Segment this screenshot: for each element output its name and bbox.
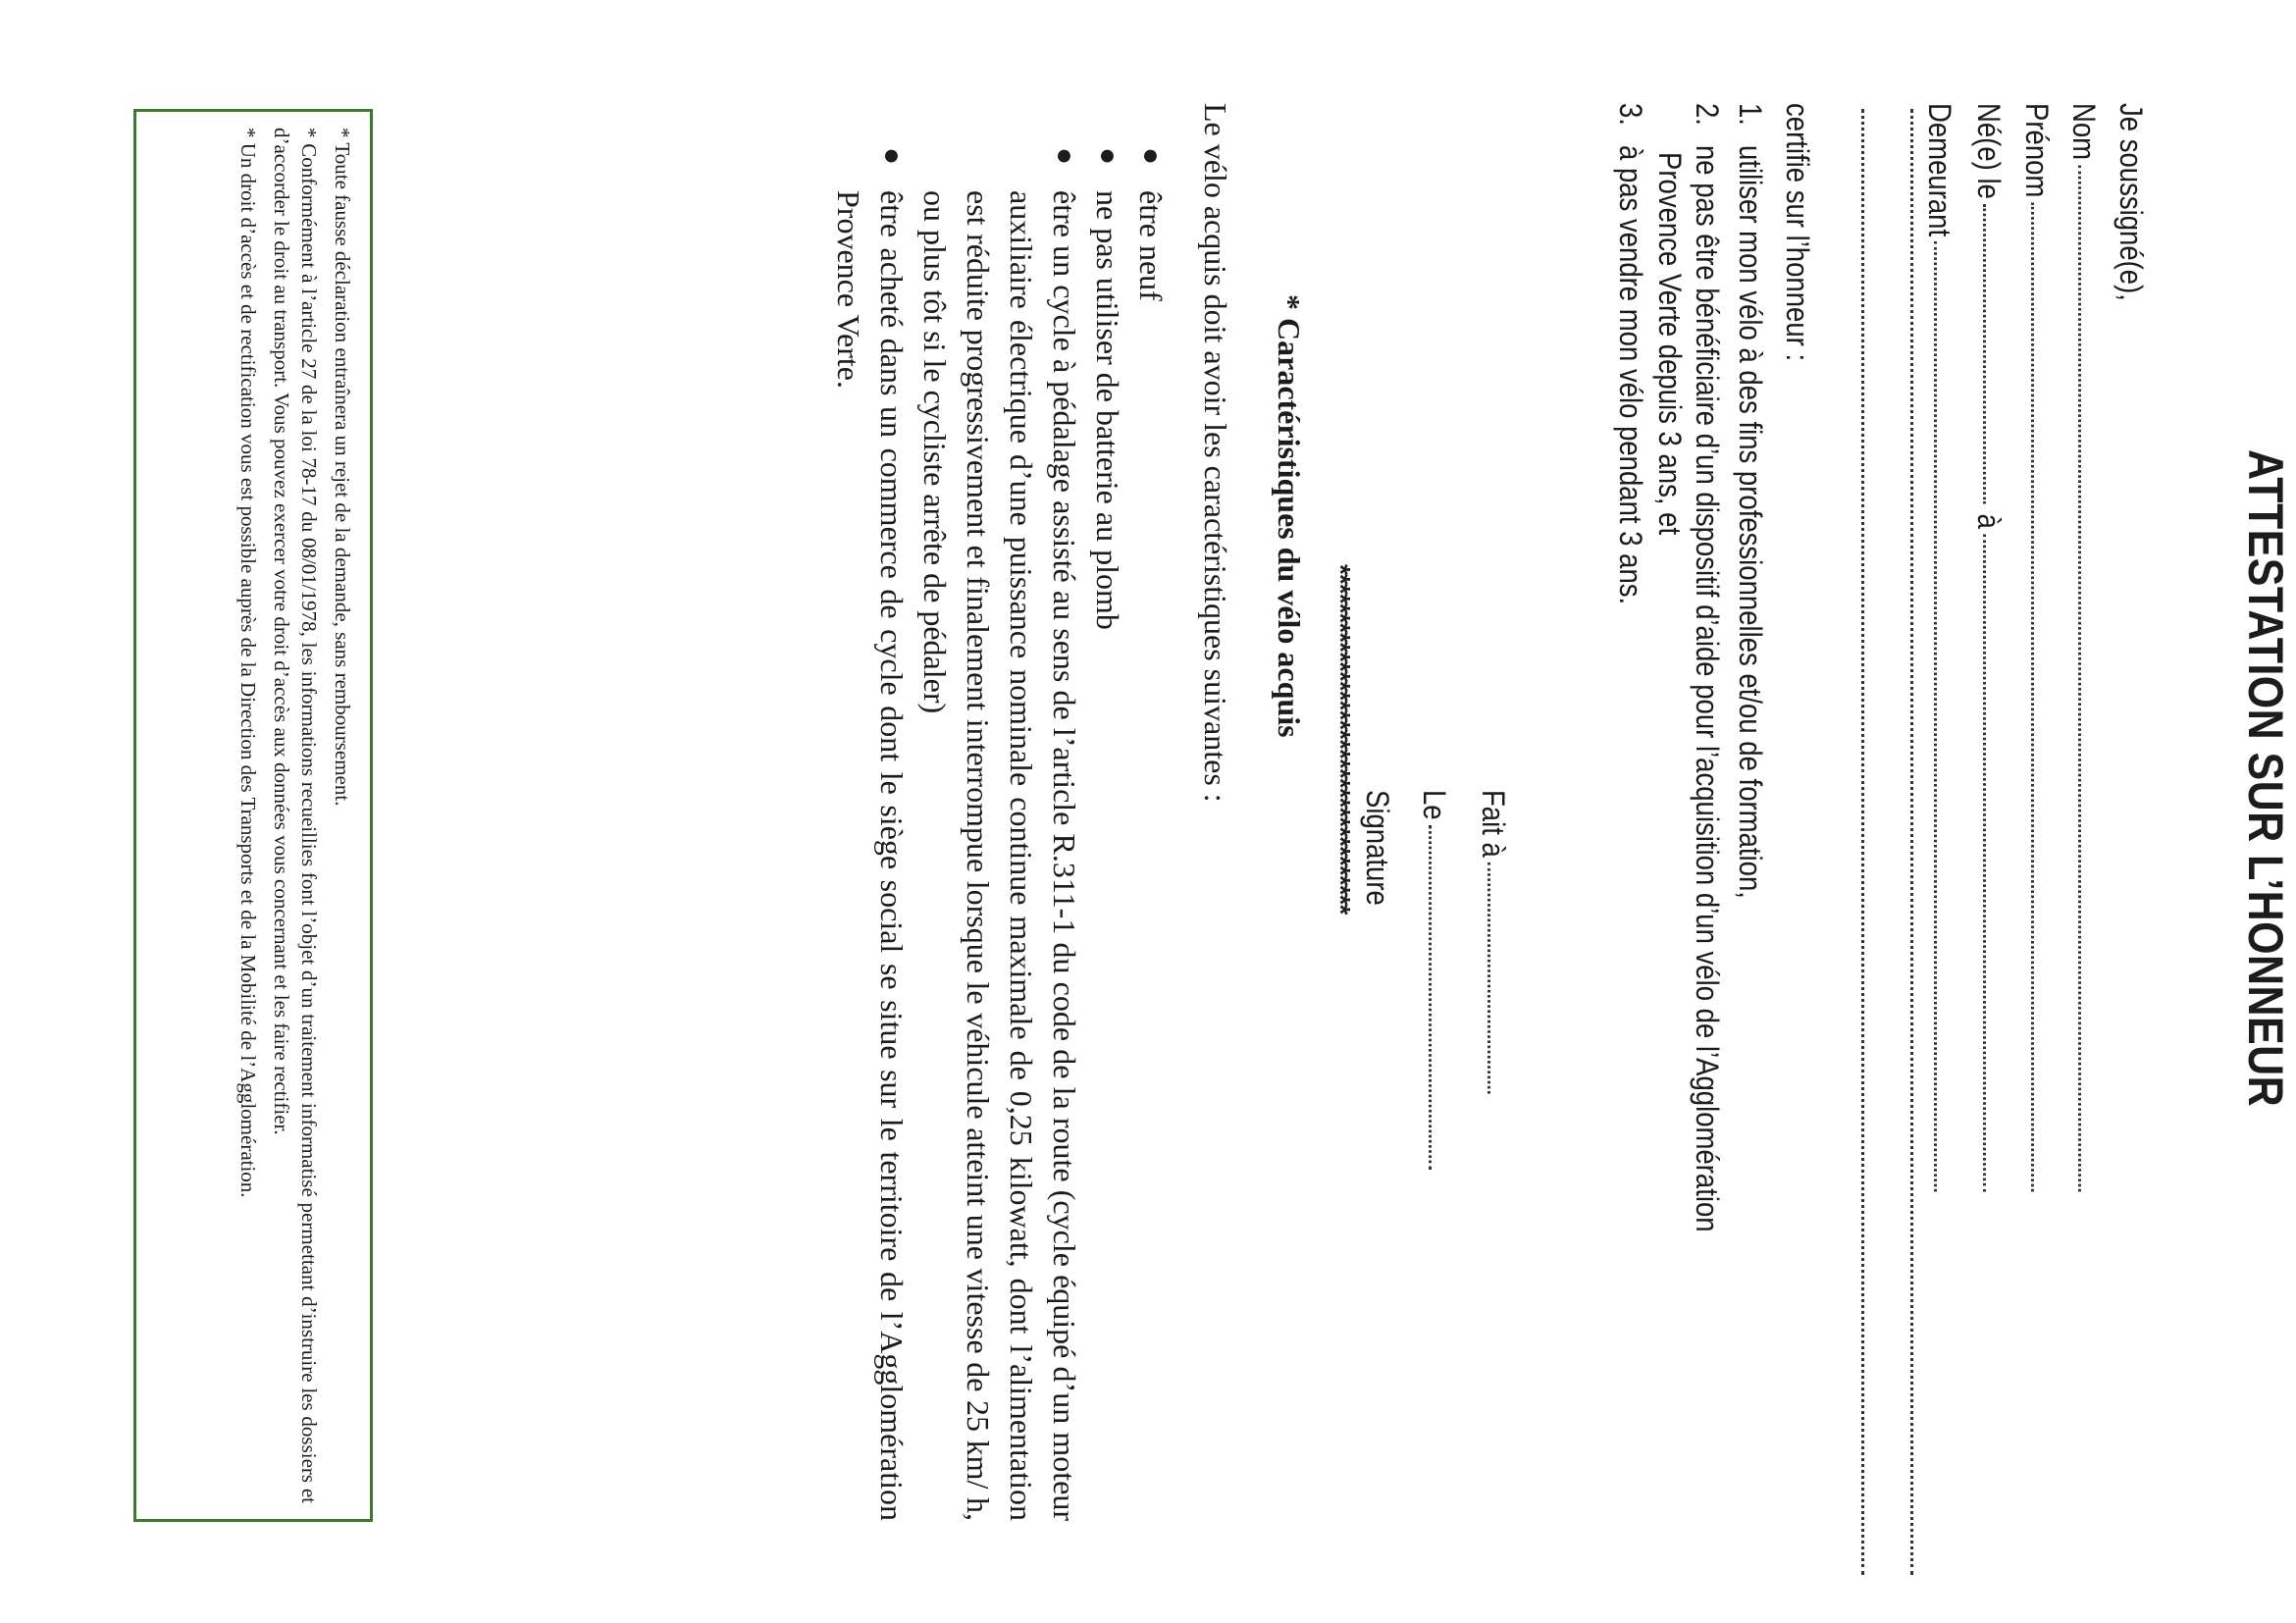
list-item-text: ne pas utiliser de batterie au plomb [1090,190,1125,630]
commitment-number: 3. [1613,103,1648,126]
demeurant-field[interactable] [1921,103,1957,1191]
certify-label: certifie sur l’honneur : [1780,103,1815,362]
nom-field[interactable] [2065,103,2102,1191]
prenom-dotted-line [2031,203,2034,1192]
prenom-field[interactable] [2018,103,2055,1191]
list-item [827,147,913,1521]
address-line-2[interactable] [1905,103,1908,1575]
commitment-text: ne pas être bénéficiaire d’un dispositif d’aide pour l’acquisition d’un vélo de l’Agglomération [1690,145,1725,1232]
list-item-text: être un cycle à pédalage assisté au sens de l’article R.311-1 du code de la route (cycle équipé d’un moteur auxiliaire électrique d’une puissance nominale continue maximale de 0,25 kilowatt, dont l’alimentation est réduite progressivement et finalement interrompue lorsque le véhicule atteint une vitesse de 25 km/ h, ou plus tôt si le cycliste arrête de pédaler) [917,190,1082,1521]
fait-a-label: Fait à [1476,790,1511,858]
note-data-processing: * Conformément à l’article 27 de la loi 78-17 du 08/01/1978, les informations recueillies font l’objet d’un traitement informatisé permettant d’instruire les dossiers et d’accorder le droit au transport. Vous pouvez exercer votre droit d’accès aux données vous concernant et les faire rectifier. [270,128,321,1503]
signature-label: Signature [1360,790,1395,906]
a-label: à [1971,513,2007,529]
date-field[interactable] [1416,790,1452,1170]
list-item-text: être neuf [1133,190,1169,301]
legal-notes-box [133,109,373,1522]
bullet-icon: ● [1049,147,1081,166]
birth-field[interactable] [1970,103,2007,1191]
fait-a-dotted-line [1487,863,1490,1094]
list-item [1086,147,1129,1521]
commitment-text: utiliser mon vélo à des fins professionnelles et/ou de formation, [1733,145,1768,899]
le-label: Le [1417,790,1452,820]
demeurant-label: Demeurant [1922,103,1957,237]
characteristics-heading: * Caractéristiques du vélo acquis [1272,294,1307,738]
document-title: ATTESTATION SUR L’HONNEUR [2238,449,2293,1108]
nom-label: Nom [2066,103,2102,161]
list-item [1129,147,1173,1521]
commitment-item-3 [1612,103,1648,604]
bullet-icon: ● [876,147,909,166]
ne-le-label: Né(e) le [1971,103,2007,199]
date-dotted-line [1429,825,1432,1170]
bullet-icon: ● [1135,147,1168,166]
list-item [913,147,1086,1521]
address-dotted-line-2 [1910,109,1913,1575]
fait-a-field[interactable] [1475,790,1511,1094]
characteristics-intro: Le vélo acquis doit avoir les caractéristiques suivantes : [1198,103,1233,803]
nom-dotted-line [2078,165,2081,1191]
note-false-declaration: * Toute fausse déclaration entraînera un rejet de la demande, sans remboursement. [331,128,354,807]
intro-text: Je soussigné(e), [2113,103,2149,301]
commitment-item-2 [1689,103,1725,1232]
commitment-item-2-continuation: Provence Verte depuis 3 ans, et [1652,152,1688,536]
address-dotted-line-3 [1861,109,1864,1575]
commitment-number: 2. [1690,103,1725,126]
note-access-right: * Un droit d’accès et de rectification vous est possible auprès de la Direction des Transports et de la Mobilité de l’Agglomération. [236,128,260,1198]
commitment-number: 1. [1733,103,1768,126]
separator-stars: ************************************ [1326,564,1356,915]
commitment-text: à pas vendre mon vélo pendant 3 ans. [1613,145,1648,605]
birth-place-dotted-line [1983,534,1986,1191]
bullet-icon: ● [1092,147,1124,166]
demeurant-dotted-line [1934,241,1937,1191]
characteristics-list [827,147,1173,1521]
list-item-text: être acheté dans un commerce de cycle dont le siège social se situe sur le territoire de l’Agglomération Provence Verte. [831,190,910,1521]
commitment-item-1 [1732,103,1768,899]
birth-date-dotted-line [1983,204,1986,503]
prenom-label: Prénom [2019,103,2055,198]
address-line-3[interactable] [1856,103,1859,1575]
